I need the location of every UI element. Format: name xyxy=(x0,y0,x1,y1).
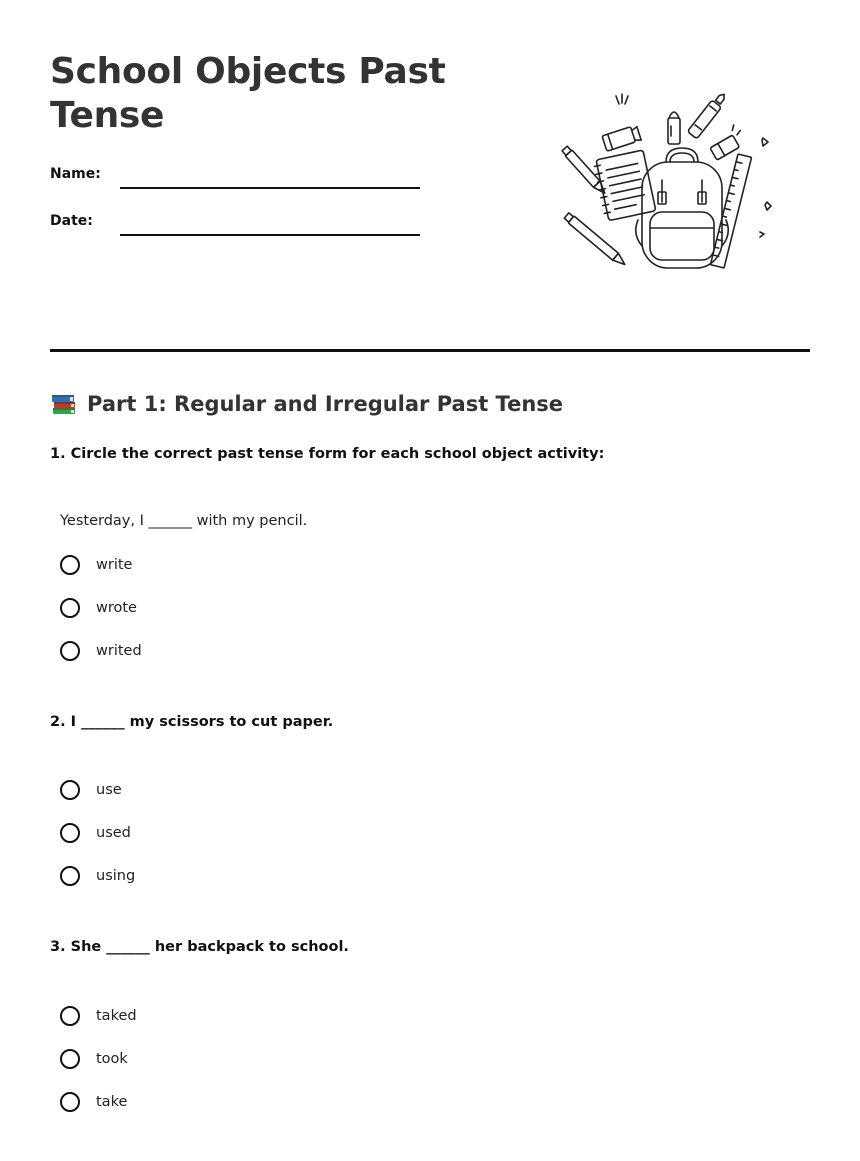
option-taked[interactable] xyxy=(60,1003,137,1029)
date-label: Date: xyxy=(50,213,93,229)
option-writed[interactable] xyxy=(60,638,142,664)
date-line[interactable] xyxy=(120,234,420,236)
question-1-prompt: Yesterday, I ______ with my pencil. xyxy=(60,513,308,529)
option-write[interactable] xyxy=(60,552,132,578)
option-used[interactable] xyxy=(60,820,131,846)
option-use[interactable] xyxy=(60,777,122,803)
worksheet-title: School Objects Past Tense xyxy=(50,51,446,136)
part1-heading-text: Part 1: Regular and Irregular Past Tense xyxy=(87,392,564,416)
option-wrote[interactable] xyxy=(60,595,137,621)
option-label: took xyxy=(96,1051,128,1067)
option-label: writed xyxy=(96,643,142,659)
question-1: 1. Circle the correct past tense form for each school object activity: xyxy=(50,446,605,462)
option-label: use xyxy=(96,782,122,798)
radio-circle[interactable] xyxy=(60,1049,80,1069)
name-field[interactable] xyxy=(50,160,420,190)
radio-circle[interactable] xyxy=(60,1006,80,1026)
radio-circle[interactable] xyxy=(60,555,80,575)
option-label: wrote xyxy=(96,600,137,616)
radio-circle[interactable] xyxy=(60,598,80,618)
radio-circle[interactable] xyxy=(60,1092,80,1112)
radio-circle[interactable] xyxy=(60,823,80,843)
option-label: used xyxy=(96,825,131,841)
school-supplies-illustration xyxy=(560,90,780,280)
name-label: Name: xyxy=(50,166,101,182)
option-take[interactable] xyxy=(60,1089,127,1115)
radio-circle[interactable] xyxy=(60,641,80,661)
name-line[interactable] xyxy=(120,187,420,189)
option-label: take xyxy=(96,1094,128,1110)
radio-circle[interactable] xyxy=(60,866,80,886)
option-took[interactable] xyxy=(60,1046,128,1072)
option-label: taked xyxy=(96,1008,137,1024)
option-label: using xyxy=(96,868,136,884)
date-field[interactable] xyxy=(50,207,420,237)
section-divider xyxy=(50,349,810,352)
option-using[interactable] xyxy=(60,863,135,889)
question-2: 2. I ______ my scissors to cut paper. xyxy=(50,714,334,730)
option-label: write xyxy=(96,557,133,573)
question-3: 3. She ______ her backpack to school. xyxy=(50,939,349,955)
books-icon xyxy=(50,390,78,418)
part1-heading xyxy=(50,388,563,420)
radio-circle[interactable] xyxy=(60,780,80,800)
